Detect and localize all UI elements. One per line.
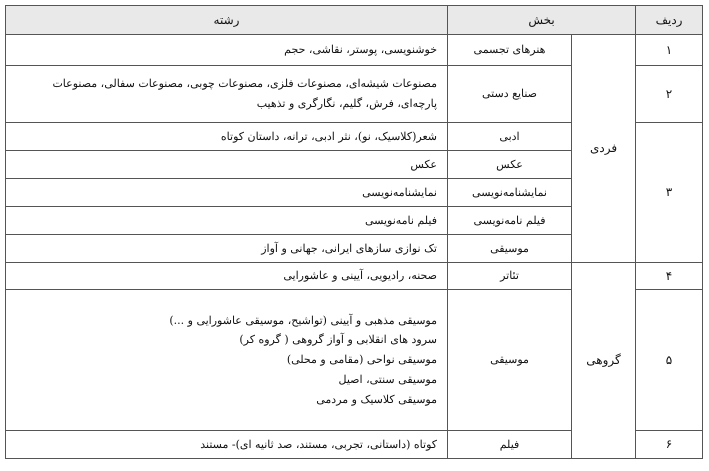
field-cell: شعر(کلاسیک، نو)، نثر ادبی، ترانه، داستان کوتاه: [6, 123, 448, 151]
field-cell: [6, 290, 448, 431]
row-number: ۶: [636, 431, 703, 459]
field-cell: [6, 66, 448, 123]
competition-fields-table: [5, 5, 703, 459]
field-cell: فیلم نامه‌نویسی: [6, 207, 448, 235]
table-row: [6, 35, 703, 66]
section-cell: موسیقی: [448, 290, 572, 431]
field-line: سرود های انقلابی و آواز گروهی ( گروه کر): [239, 333, 437, 347]
section-cell: فیلم نامه‌نویسی: [448, 207, 572, 235]
field-line: مصنوعات شیشه‌ای، مصنوعات فلزی، مصنوعات چوبی، مصنوعات سفالی، مصنوعات: [52, 77, 437, 91]
field-line: موسیقی مذهبی و آیینی (تواشیح، موسیقی عاشورایی و ...): [169, 313, 437, 327]
row-number: ۳: [636, 123, 703, 263]
field-cell: نمایشنامه‌نویسی: [6, 179, 448, 207]
table-header-row: [6, 6, 703, 35]
field-cell: عکس: [6, 151, 448, 179]
row-number: ۵: [636, 290, 703, 431]
section-cell: موسیقی: [448, 235, 572, 263]
field-cell: کوتاه (داستانی، تجربی، مستند، صد ثانیه ای)- مستند: [6, 431, 448, 459]
header-row-number: ردیف: [636, 6, 703, 35]
field-cell: صحنه، رادیویی، آیینی و عاشورایی: [6, 263, 448, 290]
header-field: رشته: [6, 6, 448, 35]
group-group: گروهی: [572, 263, 636, 459]
row-number: ۱: [636, 35, 703, 66]
table-row: [6, 263, 703, 290]
section-cell: تئاتر: [448, 263, 572, 290]
header-section: بخش: [448, 6, 636, 35]
field-line: موسیقی نواحی (مقامی و محلی): [286, 353, 437, 367]
section-cell: ادبی: [448, 123, 572, 151]
field-line: پارچه‌ای، فرش، گلیم، نگارگری و تذهیب: [256, 97, 437, 110]
field-cell: تک نوازی سازهای ایرانی، جهانی و آواز: [6, 235, 448, 263]
field-cell: خوشنویسی، پوستر، نقاشی، حجم: [6, 35, 448, 66]
section-cell: صنایع دستی: [448, 66, 572, 123]
section-cell: فیلم: [448, 431, 572, 459]
section-cell: نمایشنامه‌نویسی: [448, 179, 572, 207]
group-individual: فردی: [572, 35, 636, 263]
field-line: موسیقی سنتی، اصیل: [338, 372, 437, 386]
section-cell: هنرهای تجسمی: [448, 35, 572, 66]
row-number: ۲: [636, 66, 703, 123]
row-number: ۴: [636, 263, 703, 290]
section-cell: عکس: [448, 151, 572, 179]
field-line: موسیقی کلاسیک و مردمی: [316, 392, 437, 406]
